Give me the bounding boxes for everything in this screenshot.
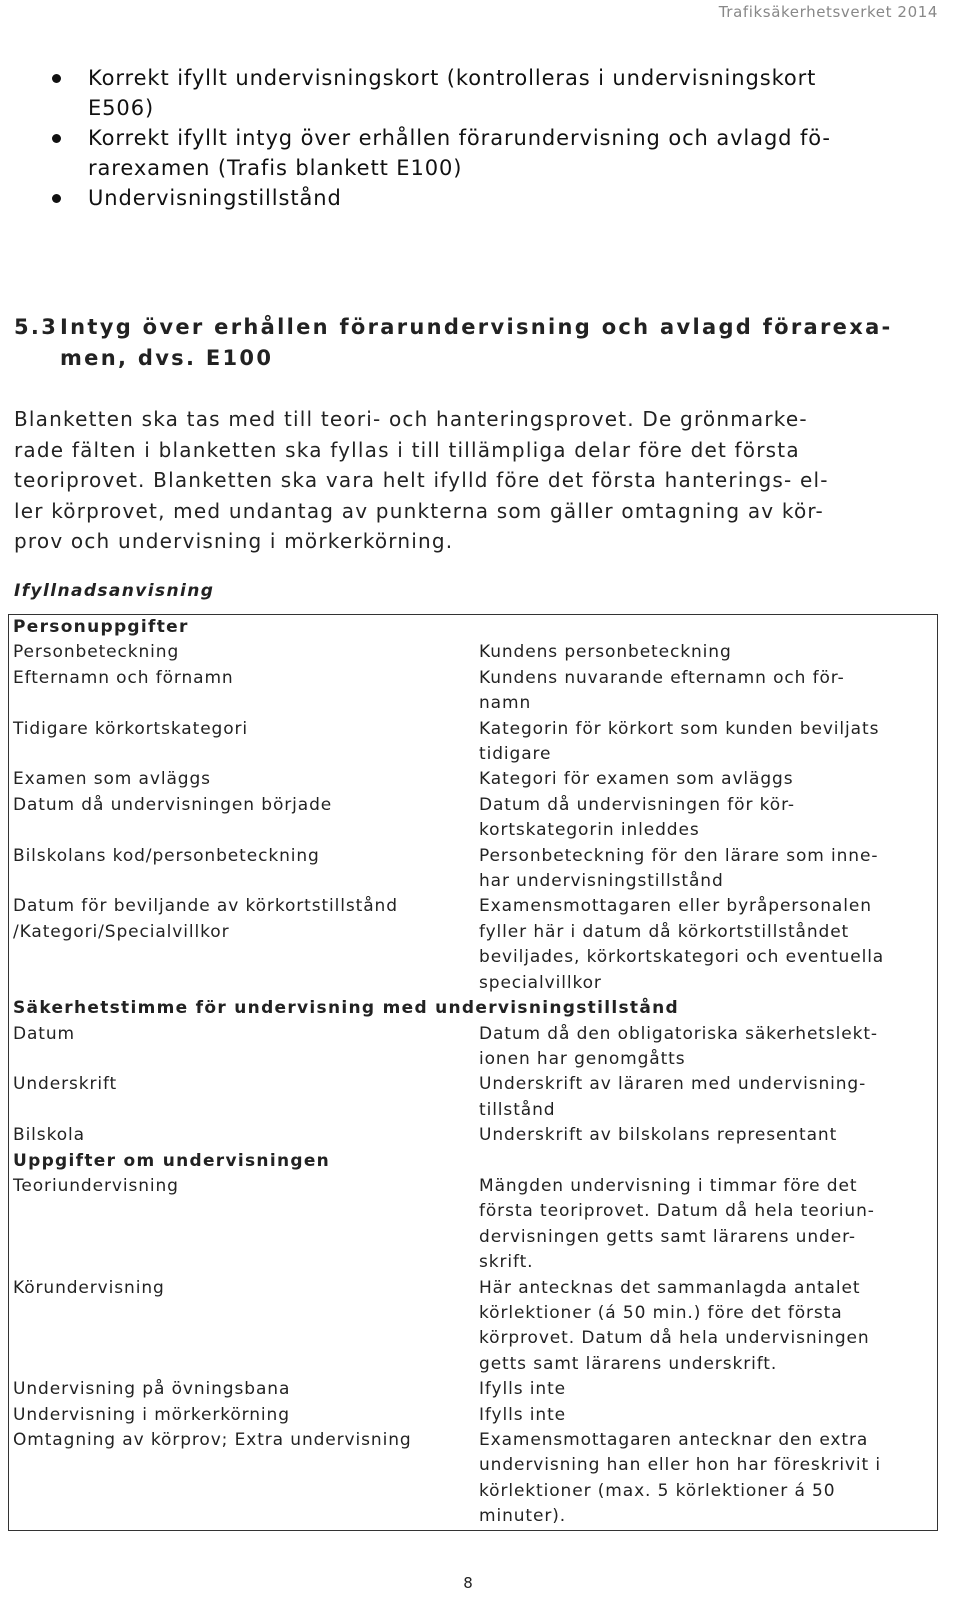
field-description: Här antecknas det sammanlagda antalet körlektioner (á 50 min.) före det första körprovet. Datum då hela undervisningen getts samt lärarens underskrift.: [479, 1277, 870, 1374]
field-name: Datum för beviljande av körkortstillstånd /Kategori/Specialvillkor: [13, 896, 398, 942]
safety-rows: [8, 1022, 938, 1149]
table-row: [8, 1377, 938, 1402]
field-name: Undervisning på övningsbana: [13, 1379, 291, 1400]
field-description: Mängden undervisning i timmar före det första teoriprovet. Datum då hela teoriun- dervisningen getts samt lärarens under- skrift.: [479, 1175, 875, 1273]
instructions-table: [8, 614, 938, 1531]
field-name: Examen som avläggs: [13, 769, 211, 790]
field-name: Körundervisning: [13, 1277, 165, 1298]
field-name: Bilskola: [13, 1125, 85, 1146]
field-description: Kundens personbeteckning: [479, 642, 732, 663]
field-name: Datum då undervisningen började: [13, 794, 333, 815]
intro-paragraph: Blanketten ska tas med till teori- och hanteringsprovet. De grönmarke- rade fälten i blanketten ska fyllas i till tillämpliga delar före det första teoriprovet. Blanketten ska vara helt ifylld före det första hanterings- el- ler körprovet, med undantag av punkterna som gäller omtagning av kör- prov och undervisning i mörkerkörning.: [14, 407, 829, 553]
field-name: Underskrift: [13, 1074, 118, 1095]
field-description: Ifylls inte: [479, 1404, 566, 1425]
field-description: Kundens nuvarande efternamn och för- namn: [479, 667, 845, 714]
table-row: [8, 1403, 938, 1428]
table-row: [8, 1428, 938, 1530]
field-name: Omtagning av körprov; Extra undervisning: [13, 1430, 412, 1450]
table-group-header-safety: Säkerhetstimme för undervisning med undervisningstillstånd: [8, 996, 938, 1021]
table-row: [8, 1123, 938, 1148]
field-name: Personbeteckning: [13, 642, 180, 663]
section-number: 5.3: [14, 315, 59, 339]
table-row: [8, 793, 938, 844]
table-row: [8, 1022, 938, 1073]
field-name: Undervisning i mörkerkörning: [13, 1404, 290, 1425]
table-group-header-teaching: Uppgifter om undervisningen: [8, 1149, 938, 1174]
field-description: Kategori för examen som avläggs: [479, 769, 794, 790]
field-name: Tidigare körkortskategori: [13, 718, 249, 739]
field-description: Personbeteckning för den lärare som inne- har undervisningstillstånd: [479, 845, 879, 892]
field-description: Underskrift av bilskolans representant: [479, 1125, 838, 1146]
page-header: Trafiksäkerhetsverket 2014: [718, 3, 938, 21]
bullet-icon: [52, 74, 61, 83]
field-description: Examensmottagaren eller byråpersonalen fyller här i datum då körkortstillståndet beviljades, körkortskategori och eventuella specialvillkor: [479, 896, 885, 993]
teaching-rows: [8, 1174, 938, 1530]
requirements-list: [48, 63, 928, 213]
field-description: Examensmottagaren antecknar den extra undervisning han eller hon har föreskrivit i körlektioner (max. 5 körlektioner á 50 minuter).: [479, 1430, 882, 1527]
field-description: Ifylls inte: [479, 1379, 566, 1400]
bullet-icon: [52, 194, 61, 203]
section-title-line-2: men, dvs. E100: [60, 346, 274, 370]
field-description: Underskrift av läraren med undervisning- tillstånd: [479, 1074, 867, 1120]
field-name: Teoriundervisning: [13, 1175, 179, 1196]
instructions-label: Ifyllnadsanvisning: [14, 581, 215, 601]
section-title-line-1: Intyg över erhållen förarundervisning och avlagd förarexa-: [60, 315, 893, 339]
list-item: Undervisningstillstånd: [48, 183, 928, 213]
list-item: Korrekt ifyllt undervisningskort (kontrolleras i undervisningskort E506): [48, 63, 928, 123]
table-row: [8, 640, 938, 665]
field-name: Bilskolans kod/personbeteckning: [13, 845, 320, 866]
personal-rows: [8, 640, 938, 996]
table-row: [8, 1072, 938, 1123]
field-name: Datum: [13, 1023, 76, 1044]
list-item: Korrekt ifyllt intyg över erhållen förarundervisning och avlagd fö- rarexamen (Trafis blankett E100): [48, 123, 928, 183]
table-row: [8, 894, 938, 996]
table-row: [8, 666, 938, 717]
table-group-header-personal: Personuppgifter: [8, 615, 938, 640]
field-description: Datum då undervisningen för kör- kortskategorin inleddes: [479, 794, 795, 841]
table-row: [8, 1174, 938, 1276]
table-row: [8, 767, 938, 792]
table-row: [8, 1276, 938, 1378]
table-row: [8, 717, 938, 768]
section-heading: [14, 312, 929, 374]
field-name: Efternamn och förnamn: [13, 667, 234, 688]
table-row: [8, 844, 938, 895]
field-description: Kategorin för körkort som kunden beviljats tidigare: [479, 718, 880, 765]
bullet-icon: [52, 134, 61, 143]
field-description: Datum då den obligatoriska säkerhetslekt- ionen har genomgåtts: [479, 1023, 878, 1069]
page-number: 8: [463, 1574, 473, 1592]
